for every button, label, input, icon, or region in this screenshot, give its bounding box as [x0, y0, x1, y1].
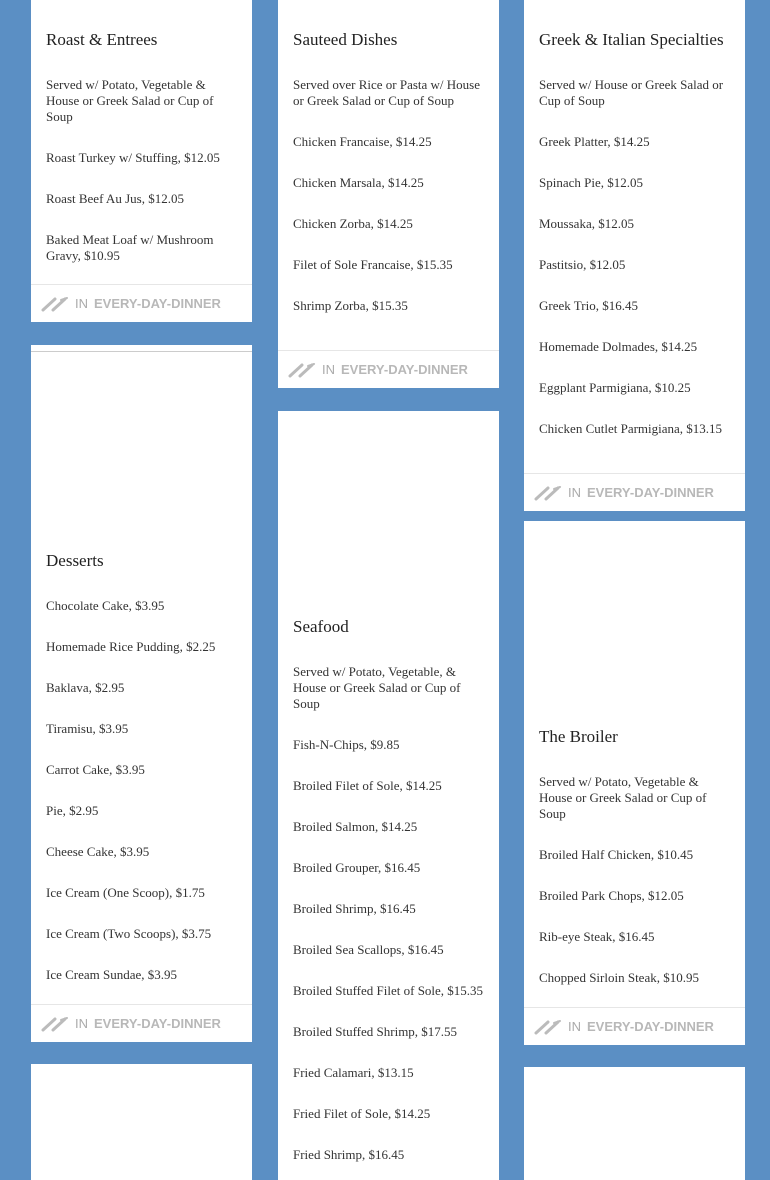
menu-item: Chicken Marsala, $14.25 — [293, 175, 424, 190]
menu-item: Chicken Zorba, $14.25 — [293, 216, 413, 231]
menu-item: Carrot Cake, $3.95 — [46, 762, 145, 777]
menu-item: Cheese Cake, $3.95 — [46, 844, 150, 859]
menu-item: Broiled Park Chops, $12.05 — [539, 888, 684, 903]
card-placeholder — [31, 1064, 252, 1180]
menu-item: Chicken Francaise, $14.25 — [293, 134, 432, 149]
card-title: Sauteed Dishes — [293, 30, 398, 49]
card-footer — [524, 473, 745, 511]
menu-item: Broiled Filet of Sole, $14.25 — [293, 778, 442, 793]
card-sauteed-dishes — [278, 0, 499, 388]
menu-item: Roast Turkey w/ Stuffing, $12.05 — [46, 150, 220, 165]
utensils-icon — [41, 1016, 69, 1032]
card-footer — [31, 284, 252, 322]
footer-in-label: IN — [568, 1019, 581, 1034]
menu-item: Ice Cream Sundae, $3.95 — [46, 967, 178, 982]
menu-item: Fried Calamari, $13.15 — [293, 1065, 414, 1080]
card-footer — [524, 1007, 745, 1045]
footer-in-label: IN — [75, 296, 88, 311]
card-description: Served w/ Potato, Vegetable & House or Greek Salad or Cup of Soup — [46, 77, 214, 124]
utensils-icon — [534, 1019, 562, 1035]
utensils-icon — [288, 362, 316, 378]
menu-item: Ice Cream (Two Scoops), $3.75 — [46, 926, 212, 941]
card-footer — [31, 1004, 252, 1042]
category-link[interactable]: EVERY-DAY-DINNER — [94, 1016, 221, 1031]
card-title: Seafood — [293, 617, 349, 636]
utensils-icon — [534, 485, 562, 501]
menu-item: Broiled Grouper, $16.45 — [293, 860, 421, 875]
menu-item: Homemade Rice Pudding, $2.25 — [46, 639, 216, 654]
category-link[interactable]: EVERY-DAY-DINNER — [587, 1019, 714, 1034]
card-title: The Broiler — [539, 727, 618, 746]
card-broiler — [524, 521, 745, 1045]
card-seafood — [278, 411, 499, 1180]
menu-item: Broiled Stuffed Shrimp, $17.55 — [293, 1024, 458, 1039]
menu-item: Greek Trio, $16.45 — [539, 298, 638, 313]
menu-item: Fish-N-Chips, $9.85 — [293, 737, 400, 752]
card-roast-entrees — [31, 0, 252, 322]
menu-item: Homemade Dolmades, $14.25 — [539, 339, 698, 354]
category-link[interactable]: EVERY-DAY-DINNER — [94, 296, 221, 311]
menu-item: Spinach Pie, $12.05 — [539, 175, 643, 190]
menu-item: Chocolate Cake, $3.95 — [46, 598, 165, 613]
card-footer — [278, 350, 499, 388]
card-description: Served w/ Potato, Vegetable, & House or Greek Salad or Cup of Soup — [293, 664, 461, 711]
menu-item: Pastitsio, $12.05 — [539, 257, 626, 272]
utensils-icon — [41, 296, 69, 312]
menu-item: Roast Beef Au Jus, $12.05 — [46, 191, 184, 206]
card-title: Roast & Entrees — [46, 30, 158, 49]
card-desserts — [31, 345, 252, 1042]
menu-item: Broiled Sea Scallops, $16.45 — [293, 942, 444, 957]
menu-item: Greek Platter, $14.25 — [539, 134, 650, 149]
category-link[interactable]: EVERY-DAY-DINNER — [341, 362, 468, 377]
card-placeholder — [524, 1067, 745, 1180]
menu-item: Fried Shrimp, $16.45 — [293, 1147, 405, 1162]
footer-in-label: IN — [75, 1016, 88, 1031]
divider — [31, 351, 252, 352]
menu-item: Broiled Half Chicken, $10.45 — [539, 847, 694, 862]
menu-item: Moussaka, $12.05 — [539, 216, 634, 231]
menu-item: Pie, $2.95 — [46, 803, 99, 818]
menu-item: Chopped Sirloin Steak, $10.95 — [539, 970, 699, 985]
menu-item: Baklava, $2.95 — [46, 680, 125, 695]
menu-item: Broiled Salmon, $14.25 — [293, 819, 418, 834]
card-description: Served over Rice or Pasta w/ House or Greek Salad or Cup of Soup — [293, 77, 481, 108]
menu-item: Baked Meat Loaf w/ Mushroom Gravy, $10.95 — [46, 232, 214, 263]
card-description: Served w/ House or Greek Salad or Cup of Soup — [539, 77, 724, 108]
menu-item: Broiled Stuffed Filet of Sole, $15.35 — [293, 983, 484, 998]
menu-item: Eggplant Parmigiana, $10.25 — [539, 380, 691, 395]
menu-item: Ice Cream (One Scoop), $1.75 — [46, 885, 205, 900]
menu-item: Broiled Shrimp, $16.45 — [293, 901, 416, 916]
category-link[interactable]: EVERY-DAY-DINNER — [587, 485, 714, 500]
card-title: Desserts — [46, 551, 104, 570]
card-title: Greek & Italian Specialties — [539, 30, 724, 49]
menu-item: Shrimp Zorba, $15.35 — [293, 298, 408, 313]
footer-in-label: IN — [568, 485, 581, 500]
card-description: Served w/ Potato, Vegetable & House or Greek Salad or Cup of Soup — [539, 774, 707, 821]
menu-item: Rib-eye Steak, $16.45 — [539, 929, 655, 944]
card-greek-italian — [524, 0, 745, 511]
menu-item: Tiramisu, $3.95 — [46, 721, 129, 736]
menu-item: Chicken Cutlet Parmigiana, $13.15 — [539, 421, 723, 436]
menu-item: Fried Filet of Sole, $14.25 — [293, 1106, 431, 1121]
menu-item: Filet of Sole Francaise, $15.35 — [293, 257, 453, 272]
footer-in-label: IN — [322, 362, 335, 377]
